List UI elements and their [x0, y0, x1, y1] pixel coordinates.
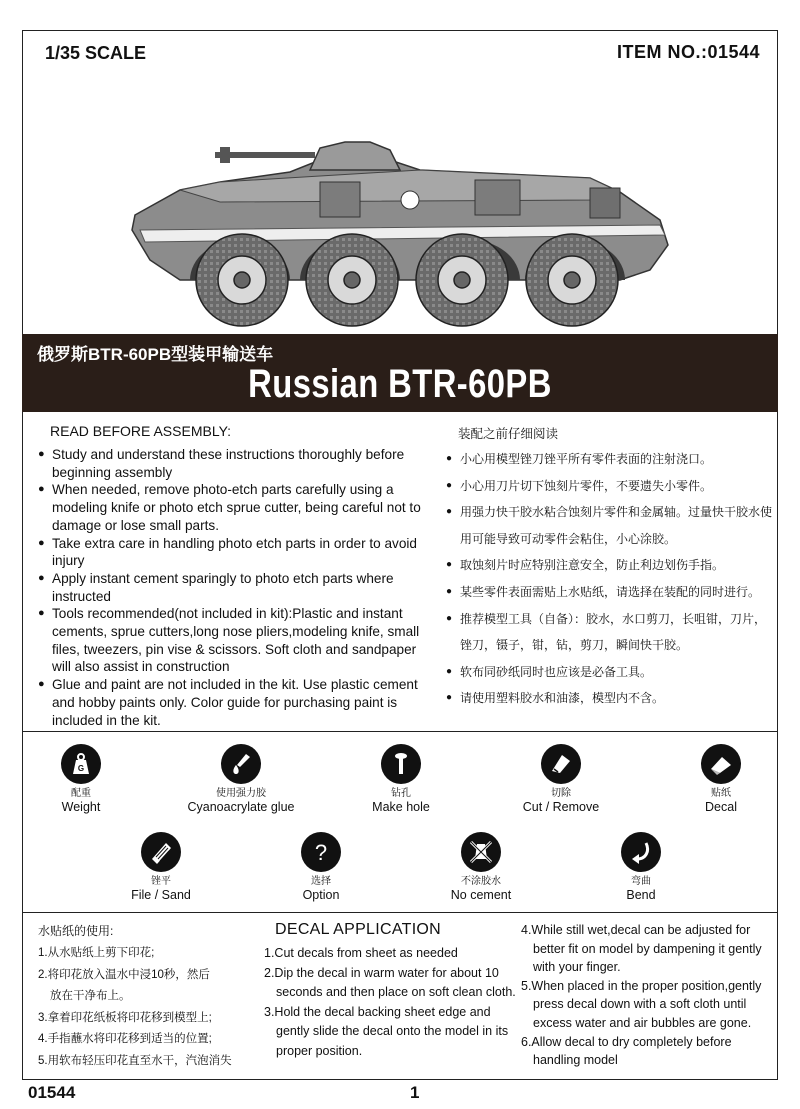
decal-title-cn: 水贴纸的使用:: [38, 924, 114, 938]
title-banner: [22, 334, 778, 412]
list-item: 5.用软布轻压印花直至水干，汽泡消失: [38, 1054, 232, 1067]
weight-icon: [61, 744, 101, 784]
symbol-bend: 弯曲 Bend: [571, 832, 711, 902]
list-item: 6.Allow decal to dry completely before: [521, 1034, 732, 1049]
question-icon: [301, 832, 341, 872]
title-cn: 俄罗斯BTR-60PB型装甲输送车: [37, 345, 274, 364]
symbol-drill: 钻孔 Make hole: [331, 744, 471, 814]
svg-text:G: G: [77, 764, 85, 773]
list-item: ● 小心用刀片切下蚀刻片零件，不要遗失小零件。: [446, 473, 772, 500]
list-item: ● 请使用塑料胶水和油漆，模型内不含。: [446, 685, 772, 712]
list-item: ● 取蚀刻片时应特别注意安全，防止利边划伤手指。: [446, 552, 772, 579]
list-item: press decal down with a soft cloth until: [533, 997, 747, 1012]
list-item: 2.将印花放入温水中浸10秒，然后: [38, 968, 210, 981]
decal-title-en: DECAL APPLICATION: [275, 921, 442, 938]
list-item: ● 小心用模型锉刀锉平所有零件表面的注射浇口。: [446, 446, 772, 473]
no-cement-icon: [461, 832, 501, 872]
list-item: 4.While still wet,decal can be adjusted for: [521, 923, 751, 937]
svg-text:?: ?: [314, 840, 328, 865]
decal-list-en-2: [521, 921, 771, 1070]
list-item: 1.Cut decals from sheet as needed: [264, 946, 458, 960]
divider: [22, 731, 778, 732]
glue-drop-icon: [221, 744, 261, 784]
scale-label: 1/35 SCALE: [45, 43, 147, 63]
list-item: better fit on model by dampening it gently: [533, 941, 762, 956]
file-icon: [141, 832, 181, 872]
symbol-glue: 使用强力胶 Cyanoacrylate glue: [171, 744, 311, 814]
item-number: ITEM NO.:01544: [616, 42, 760, 62]
list-item: 4.手指蘸水将印花移到适当的位置;: [38, 1033, 212, 1045]
list-item: with your finger.: [533, 960, 621, 975]
bend-icon: [621, 832, 661, 872]
list-item: ● 某些零件表面需贴上水贴纸，请选择在装配的同时进行。: [446, 579, 772, 606]
list-item: ● Take extra care in handling photo etch parts in order to avoid injury: [38, 535, 438, 570]
list-item: 5.When placed in the proper position,gently: [521, 978, 762, 993]
list-item: seconds and then place on soft clean cloth.: [276, 985, 516, 1000]
page-number: 1: [410, 1083, 420, 1102]
list-item: handling model: [533, 1053, 618, 1068]
footer-item-number: 01544: [28, 1083, 76, 1102]
read-before-list: [38, 446, 438, 729]
list-item: 3.Hold the decal backing sheet edge and: [264, 1004, 491, 1019]
symbol-cut: 切除 Cut / Remove: [491, 744, 631, 814]
list-item: 3.拿着印花纸板将印花移到模型上;: [38, 1011, 212, 1024]
list-item: excess water and air bubbles are gone.: [533, 1015, 752, 1030]
read-before-title: READ BEFORE ASSEMBLY:: [50, 423, 232, 439]
list-item: ● Study and understand these instructions thoroughly before beginning assembly: [38, 446, 438, 481]
drill-icon: [381, 744, 421, 784]
list-item: ● 用强力快干胶水粘合蚀刻片零件和金属轴。过量快干胶水使用可能导致可动零件会粘住，小心涂胶。: [446, 499, 772, 552]
list-item: ● Glue and paint are not included in the kit. Use plastic cement and hobby paints only. Color guide for purchasing paint is included in the kit.: [38, 676, 438, 729]
cut-icon: [541, 744, 581, 784]
list-item: ● Apply instant cement sparingly to photo etch parts where instructed: [38, 570, 438, 605]
read-before-title-cn: 装配之前仔细阅读: [458, 427, 559, 441]
list-item: 2.Dip the decal in warm water for about 10: [264, 965, 499, 980]
vehicle-illustration: [120, 130, 680, 340]
list-item: 放在干净布上。: [50, 990, 131, 1002]
list-item: proper position.: [276, 1043, 363, 1058]
symbol-no-cement: 不涂胶水 No cement: [411, 832, 551, 902]
decal-list-cn: [38, 943, 258, 1072]
symbol-file: 锉平 File / Sand: [91, 832, 231, 902]
symbol-decal: 贴纸 Decal: [651, 744, 791, 814]
list-item: ● 推荐模型工具（自备）：胶水，水口剪刀，长咀钳，刀片，锉刀，镊子，钳，钻，剪刀，瞬间快干胶。: [446, 606, 772, 659]
read-before-list-cn: [446, 446, 772, 712]
list-item: gently slide the decal onto the model in its: [276, 1024, 509, 1039]
decal-list-en-1: [264, 944, 516, 1062]
symbol-weight: G 配重 Weight: [11, 744, 151, 814]
divider: [22, 912, 778, 913]
list-item: 1.从水贴纸上剪下印花;: [38, 947, 155, 959]
decal-icon: [701, 744, 741, 784]
list-item: ● Tools recommended(not included in kit):Plastic and instant cements, sprue cutters,long nose pliers,modeling knife, small files, tweezers, pin vise & scissors. Soft cloth and sandpaper will also assist in construction: [38, 605, 438, 676]
symbol-option: ? 选择 Option: [251, 832, 391, 902]
list-item: ● When needed, remove photo-etch parts carefully using a modeling knife or photo etch sprue cutter, being careful not to damage or lose small parts.: [38, 481, 438, 534]
list-item: ● 软布同砂纸同时也应该是必备工具。: [446, 659, 772, 686]
title-en: Russian BTR-60PB: [248, 362, 552, 406]
